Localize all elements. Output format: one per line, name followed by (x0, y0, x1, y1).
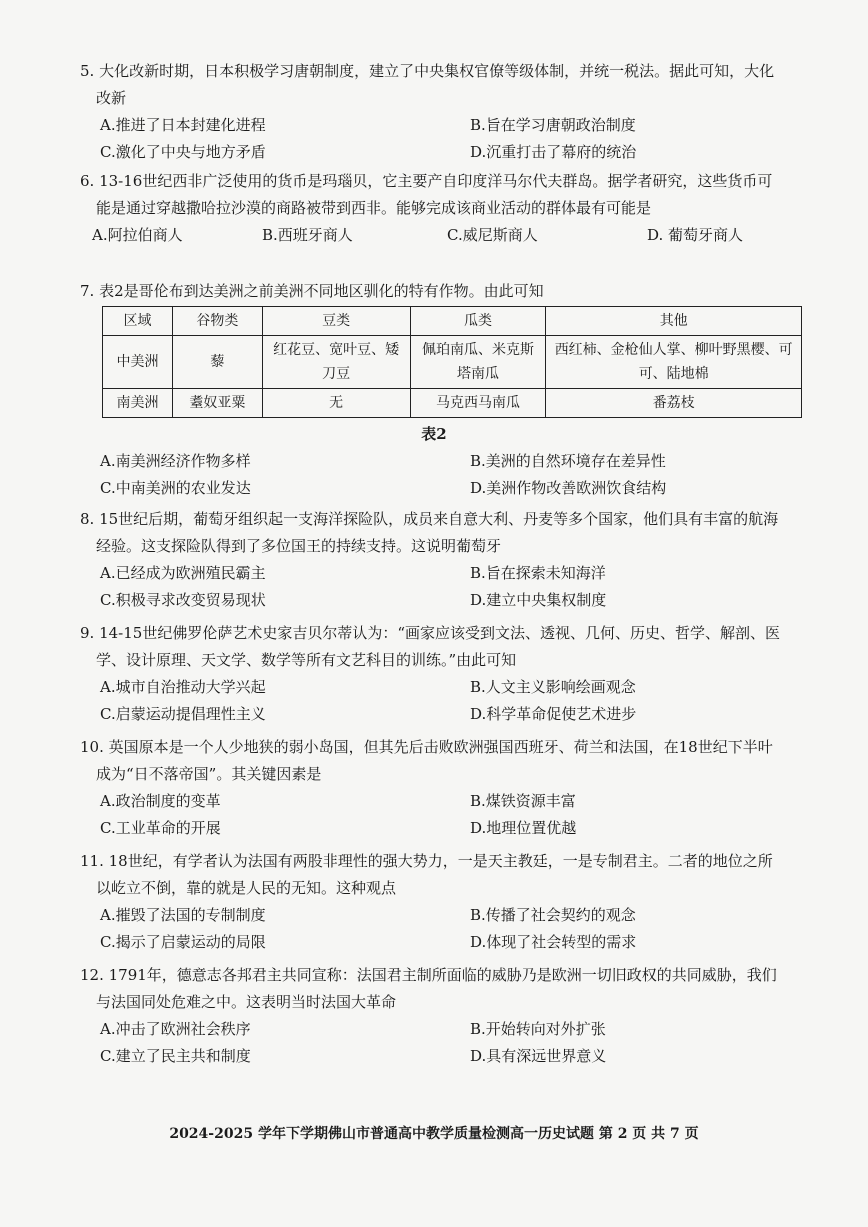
question-5 (80, 58, 780, 166)
options (80, 788, 780, 842)
option-b[interactable]: B.人文主义影响绘画观念 (470, 678, 636, 696)
option-d[interactable]: D.科学革命促使艺术进步 (470, 705, 637, 723)
option-d[interactable]: D.美洲作物改善欧洲饮食结构 (470, 479, 667, 497)
question-10 (80, 734, 780, 842)
option-b[interactable]: B.旨在学习唐朝政治制度 (470, 116, 636, 134)
table-cell: 无 (262, 389, 410, 418)
options (80, 560, 780, 614)
option-c[interactable]: C.威尼斯商人 (447, 226, 538, 244)
option-a[interactable]: A.南美洲经济作物多样 (100, 452, 251, 470)
question-7 (80, 278, 780, 305)
options (80, 1016, 780, 1070)
option-c[interactable]: C.启蒙运动提倡理性主义 (100, 705, 266, 723)
table-header: 谷物类 (172, 307, 262, 336)
question-stem: 10. 英国原本是一个人少地狭的弱小岛国，但其先后击败欧洲强国西班牙、荷兰和法国，在18世纪下半叶成为“日不落帝国”。其关键因素是 (80, 738, 773, 783)
question-stem: 8. 15世纪后期，葡萄牙组织起一支海洋探险队，成员来自意大利、丹麦等多个国家，他们具有丰富的航海经验。这支探险队得到了多位国王的持续支持。这说明葡萄牙 (80, 510, 779, 555)
options (80, 112, 780, 166)
option-a[interactable]: A.已经成为欧洲殖民霸主 (100, 564, 266, 582)
option-a[interactable]: A.城市自治推动大学兴起 (100, 678, 266, 696)
option-b[interactable]: B.美洲的自然环境存在差异性 (470, 452, 666, 470)
question-stem: 11. 18世纪，有学者认为法国有两股非理性的强大势力，一是天主教廷，一是专制君主。二者的地位之所以屹立不倒，靠的就是人民的无知。这种观点 (80, 852, 773, 897)
page-footer: 2024-2025 学年下学期佛山市普通高中教学质量检测高一历史试题 第 2 页 共 7 页 (169, 1126, 699, 1142)
option-c[interactable]: C.积极寻求改变贸易现状 (100, 591, 266, 609)
option-c[interactable]: C.建立了民主共和制度 (100, 1047, 251, 1065)
question-12 (80, 962, 780, 1070)
option-c[interactable]: C.工业革命的开展 (100, 819, 221, 837)
table-header: 其他 (546, 307, 802, 336)
option-d[interactable]: D.具有深远世界意义 (470, 1047, 607, 1065)
option-c[interactable]: C.揭示了启蒙运动的局限 (100, 933, 266, 951)
question-stem: 6. 13-16世纪西非广泛使用的货币是玛瑙贝，它主要产自印度洋马尔代夫群岛。据学者研究，这些货币可能是通过穿越撒哈拉沙漠的商路被带到西非。能够完成该商业活动的群体最有可能是 (80, 172, 773, 217)
option-d[interactable]: D. 葡萄牙商人 (647, 226, 744, 244)
table-header: 区域 (103, 307, 173, 336)
option-d[interactable]: D.建立中央集权制度 (470, 591, 607, 609)
question-6 (80, 168, 780, 249)
table-header: 豆类 (262, 307, 410, 336)
table-cell: 南美洲 (103, 389, 173, 418)
option-a[interactable]: A.阿拉伯商人 (92, 226, 183, 244)
option-c[interactable]: C.中南美洲的农业发达 (100, 479, 251, 497)
option-a[interactable]: A.冲击了欧洲社会秩序 (100, 1020, 251, 1038)
table-cell: 西红柿、金枪仙人掌、柳叶野黑樱、可可、陆地棉 (546, 336, 802, 389)
table-cell: 红花豆、宽叶豆、矮刀豆 (262, 336, 410, 389)
table-cell: 番荔枝 (546, 389, 802, 418)
table-cell: 藜 (172, 336, 262, 389)
option-b[interactable]: B.传播了社会契约的观念 (470, 906, 636, 924)
option-d[interactable]: D.地理位置优越 (470, 819, 577, 837)
table-cell: 佩珀南瓜、米克斯塔南瓜 (410, 336, 546, 389)
table-cell: 中美洲 (103, 336, 173, 389)
option-a[interactable]: A.摧毁了法国的专制制度 (100, 906, 266, 924)
crop-table (102, 306, 802, 418)
options (80, 448, 780, 502)
table-row (103, 336, 802, 389)
question-7-options (80, 448, 780, 502)
table-row (103, 389, 802, 418)
option-b[interactable]: B.旨在探索未知海洋 (470, 564, 606, 582)
option-d[interactable]: D.沉重打击了幕府的统治 (470, 143, 637, 161)
question-stem: 12. 1791年，德意志各邦君主共同宣称：法国君主制所面临的威胁乃是欧洲一切旧政权的共同威胁，我们与法国同处危难之中。这表明当时法国大革命 (80, 966, 777, 1011)
options (80, 902, 780, 956)
table-header: 瓜类 (410, 307, 546, 336)
question-11 (80, 848, 780, 956)
option-b[interactable]: B.开始转向对外扩张 (470, 1020, 606, 1038)
option-b[interactable]: B.西班牙商人 (262, 226, 353, 244)
table-header-row (103, 307, 802, 336)
option-b[interactable]: B.煤铁资源丰富 (470, 792, 576, 810)
table-cell: 马克西马南瓜 (410, 389, 546, 418)
option-c[interactable]: C.激化了中央与地方矛盾 (100, 143, 266, 161)
option-a[interactable]: A.推进了日本封建化进程 (100, 116, 266, 134)
option-a[interactable]: A.政治制度的变革 (100, 792, 221, 810)
option-d[interactable]: D.体现了社会转型的需求 (470, 933, 637, 951)
question-stem: 5. 大化改新时期，日本积极学习唐朝制度，建立了中央集权官僚等级体制，并统一税法。据此可知，大化改新 (80, 62, 775, 107)
question-8 (80, 506, 780, 614)
options (80, 674, 780, 728)
table-caption: 表2 (421, 425, 447, 443)
question-stem: 9. 14-15世纪佛罗伦萨艺术史家吉贝尔蒂认为：“画家应该受到文法、透视、几何、历史、哲学、解剖、医学、设计原理、天文学、数学等所有文艺科目的训练。”由此可知 (80, 624, 780, 669)
question-9 (80, 620, 780, 728)
options (80, 222, 780, 249)
question-stem: 7. 表2是哥伦布到达美洲之前美洲不同地区驯化的特有作物。由此可知 (80, 282, 544, 300)
table-cell: 耋奴亚粟 (172, 389, 262, 418)
